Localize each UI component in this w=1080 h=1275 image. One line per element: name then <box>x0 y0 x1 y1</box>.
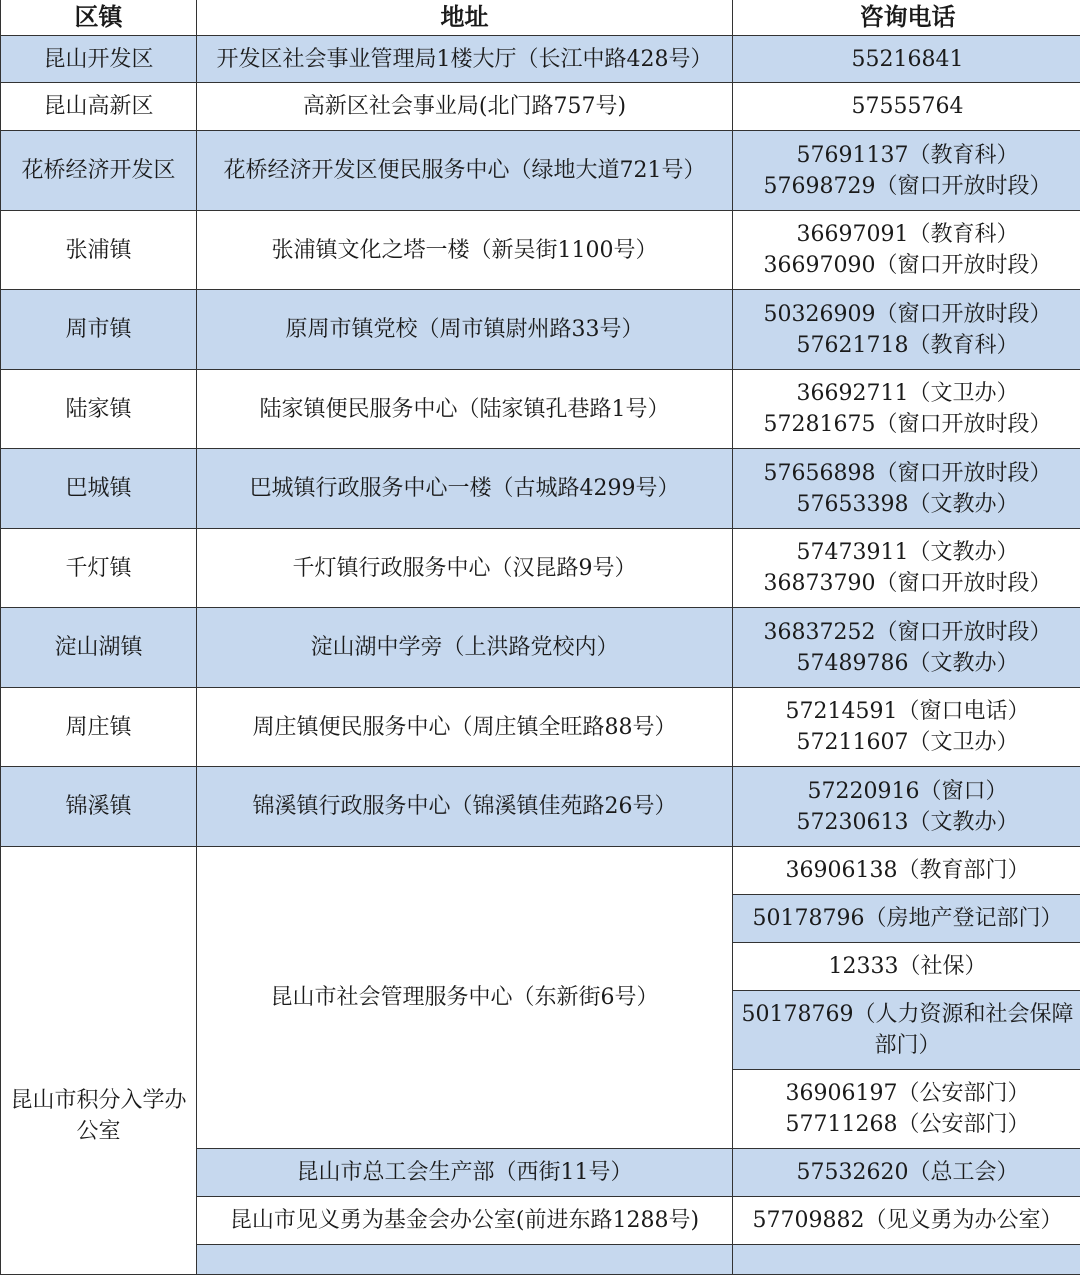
phone-line: 57656898（窗口开放时段） <box>737 458 1078 489</box>
district-cell: 周庄镇 <box>1 688 197 767</box>
phone-cell <box>733 895 1080 943</box>
phone-line: 57653398（文教办） <box>737 489 1078 520</box>
table-row <box>1 608 1080 688</box>
district-cell: 昆山高新区 <box>1 83 197 131</box>
phone-cell <box>733 36 1080 83</box>
table-row <box>1 449 1080 529</box>
phone-cell <box>733 211 1080 290</box>
table-row <box>1 847 1080 895</box>
phone-line: 57489786（文教办） <box>737 648 1078 679</box>
phone-cell: 57709882（见义勇为办公室） <box>733 1197 1080 1245</box>
phone-line: 36906197（公安部门） <box>737 1078 1078 1109</box>
district-cell: 陆家镇 <box>1 370 197 449</box>
phone-cell <box>733 83 1080 131</box>
phone-line: 57711268（公安部门） <box>737 1109 1078 1140</box>
district-cell: 锦溪镇 <box>1 767 197 847</box>
phone-cell: 50178769（人力资源和社会保障部门） <box>733 991 1080 1070</box>
phone-line: 36697091（教育科） <box>737 219 1078 250</box>
header-address: 地址 <box>197 0 733 36</box>
header-district: 区镇 <box>1 0 197 36</box>
phone-line: 57214591（窗口电话） <box>737 696 1078 727</box>
address-cell: 千灯镇行政服务中心（汉昆路9号） <box>197 529 733 608</box>
address-cell: 陆家镇便民服务中心（陆家镇孔巷路1号） <box>197 370 733 449</box>
phone-line: 57220916（窗口） <box>737 776 1078 807</box>
phone-line: 57621718（教育科） <box>737 330 1078 361</box>
address-cell: 淀山湖中学旁（上洪路党校内） <box>197 608 733 688</box>
address-cell: 昆山市社会管理服务中心（东新街6号） <box>197 847 733 1149</box>
address-cell: 昆山市见义勇为基金会办公室(前进东路1288号) <box>197 1197 733 1245</box>
address-cell: 花桥经济开发区便民服务中心（绿地大道721号） <box>197 131 733 211</box>
phone-line: 36697090（窗口开放时段） <box>737 250 1078 281</box>
phone-cell <box>733 529 1080 608</box>
address-cell: 原周市镇党校（周市镇尉州路33号） <box>197 290 733 370</box>
phone-line: 50178796（房地产登记部门） <box>737 903 1078 934</box>
district-cell: 周市镇 <box>1 290 197 370</box>
address-cell <box>197 1245 733 1275</box>
header-row <box>1 0 1080 36</box>
table-row <box>1 83 1080 131</box>
district-cell: 花桥经济开发区 <box>1 131 197 211</box>
phone-cell: 57532620（总工会） <box>733 1149 1080 1197</box>
phone-cell <box>733 943 1080 991</box>
phone-cell <box>733 1070 1080 1149</box>
address-cell: 昆山市总工会生产部（西街11号） <box>197 1149 733 1197</box>
phone-line: 36906138（教育部门） <box>737 855 1078 886</box>
address-cell: 开发区社会事业管理局1楼大厅（长江中路428号） <box>197 36 733 83</box>
table-row <box>1 36 1080 83</box>
table-row <box>1 211 1080 290</box>
address-cell: 高新区社会事业局(北门路757号) <box>197 83 733 131</box>
phone-cell <box>733 449 1080 529</box>
district-cell: 张浦镇 <box>1 211 197 290</box>
district-cell: 千灯镇 <box>1 529 197 608</box>
table-row <box>1 688 1080 767</box>
phone-line: 36692711（文卫办） <box>737 378 1078 409</box>
phone-line: 57698729（窗口开放时段） <box>737 171 1078 202</box>
header-phone: 咨询电话 <box>733 0 1080 36</box>
table-row <box>1 370 1080 449</box>
table-row <box>1 290 1080 370</box>
phone-cell <box>733 847 1080 895</box>
phone-line: 36873790（窗口开放时段） <box>737 568 1078 599</box>
phone-line: 55216841 <box>737 44 1078 75</box>
table-row <box>1 529 1080 608</box>
phone-line: 12333（社保） <box>737 951 1078 982</box>
table-row <box>1 767 1080 847</box>
phone-line: 57473911（文教办） <box>737 537 1078 568</box>
district-cell: 昆山开发区 <box>1 36 197 83</box>
phone-line: 57281675（窗口开放时段） <box>737 409 1078 440</box>
address-cell: 巴城镇行政服务中心一楼（古城路4299号） <box>197 449 733 529</box>
district-cell: 昆山市积分入学办公室 <box>1 847 197 1275</box>
phone-cell <box>733 1245 1080 1275</box>
phone-cell <box>733 767 1080 847</box>
address-cell: 周庄镇便民服务中心（周庄镇全旺路88号） <box>197 688 733 767</box>
phone-cell <box>733 370 1080 449</box>
phone-line: 36837252（窗口开放时段） <box>737 617 1078 648</box>
phone-cell <box>733 290 1080 370</box>
address-cell: 张浦镇文化之塔一楼（新吴街1100号） <box>197 211 733 290</box>
phone-cell <box>733 131 1080 211</box>
phone-line: 57211607（文卫办） <box>737 727 1078 758</box>
address-cell: 锦溪镇行政服务中心（锦溪镇佳苑路26号） <box>197 767 733 847</box>
district-cell: 巴城镇 <box>1 449 197 529</box>
phone-line: 50326909（窗口开放时段） <box>737 299 1078 330</box>
phone-line: 57691137（教育科） <box>737 140 1078 171</box>
phone-line: 57555764 <box>737 91 1078 122</box>
phone-line: 57230613（文教办） <box>737 807 1078 838</box>
district-cell: 淀山湖镇 <box>1 608 197 688</box>
phone-cell <box>733 608 1080 688</box>
table-row <box>1 131 1080 211</box>
phone-cell <box>733 688 1080 767</box>
